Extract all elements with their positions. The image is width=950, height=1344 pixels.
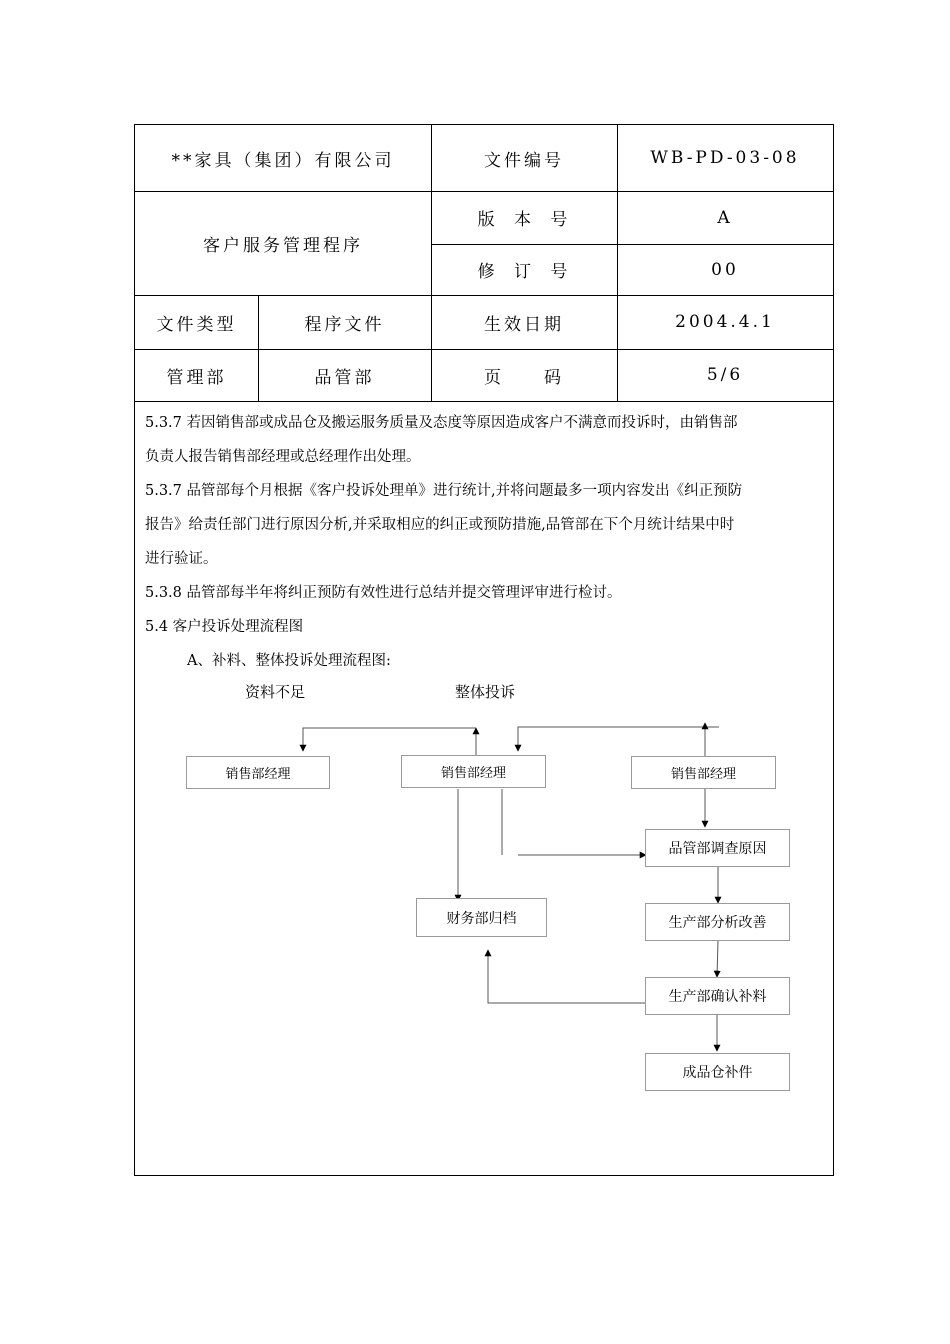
doc-no-value: WB-PD-03-08	[650, 148, 800, 168]
box-sales-manager-right: 销售部经理	[631, 756, 776, 789]
para-5-3-7-a-line2: 负责人报告销售部经理或总经理作出处理。	[145, 449, 421, 465]
flowchart-caption: A、补料、整体投诉处理流程图:	[187, 653, 391, 669]
page-label: 页 码	[484, 367, 564, 388]
connector-right-to-mid	[518, 727, 719, 751]
type-label: 文件类型	[156, 314, 237, 335]
effective-label: 生效日期	[484, 314, 564, 335]
document-frame	[134, 124, 834, 1176]
connector-mid-to-left	[303, 728, 476, 757]
box-qc-investigation: 品管部调查原因	[645, 829, 790, 867]
doc-no-label: 文件编号	[484, 150, 564, 171]
connector-confirm-to-finance	[488, 950, 646, 1003]
box-production-analysis: 生产部分析改善	[645, 903, 790, 941]
para-5-3-7-b-line3: 进行验证。	[145, 551, 218, 567]
doc-title: 客户服务管理程序	[203, 235, 363, 256]
box-warehouse-parts: 成品仓补件	[645, 1053, 790, 1091]
version-label: 版 本 号	[477, 210, 571, 230]
label-insufficient-info: 资料不足	[245, 683, 306, 701]
page-value: 5/6	[706, 365, 744, 385]
para-5-3-7-a-line1: 5.3.7 若因销售部或成品仓及搬运服务质量及态度等原因造成客户不满意而投诉时，由销售部	[145, 415, 738, 431]
flowchart-connectors	[135, 125, 835, 1177]
para-5-3-7-b-line2: 报告》给责任部门进行原因分析,并采取相应的纠正或预防措施,品管部在下个月统计结果中时	[145, 517, 735, 533]
box-production-confirm: 生产部确认补料	[645, 977, 790, 1015]
dept-value: 品管部	[314, 367, 375, 388]
box-finance-archive: 财务部归档	[416, 898, 547, 937]
type-value: 程序文件	[304, 314, 385, 335]
para-5-3-8: 5.3.8 品管部每半年将纠正预防有效性进行总结并提交管理评审进行检讨。	[145, 585, 622, 601]
section-5-4-heading: 5.4 客户投诉处理流程图	[145, 619, 304, 635]
effective-value: 2004.4.1	[675, 312, 775, 332]
box-sales-manager-mid: 销售部经理	[401, 755, 546, 788]
box-sales-manager-left: 销售部经理	[186, 756, 330, 789]
revision-value: 00	[711, 259, 739, 280]
company-name: **家具（集团）有限公司	[171, 150, 395, 171]
connector-analysis-to-confirm	[717, 941, 718, 977]
label-overall-complaint: 整体投诉	[455, 683, 516, 701]
dept-label: 管理部	[166, 367, 227, 388]
revision-label: 修 订 号	[477, 262, 571, 282]
para-5-3-7-b-line1: 5.3.7 品管部每个月根据《客户投诉处理单》进行统计,并将问题最多一项内容发出《纠正预防	[145, 483, 743, 499]
version-value: A	[717, 207, 733, 228]
